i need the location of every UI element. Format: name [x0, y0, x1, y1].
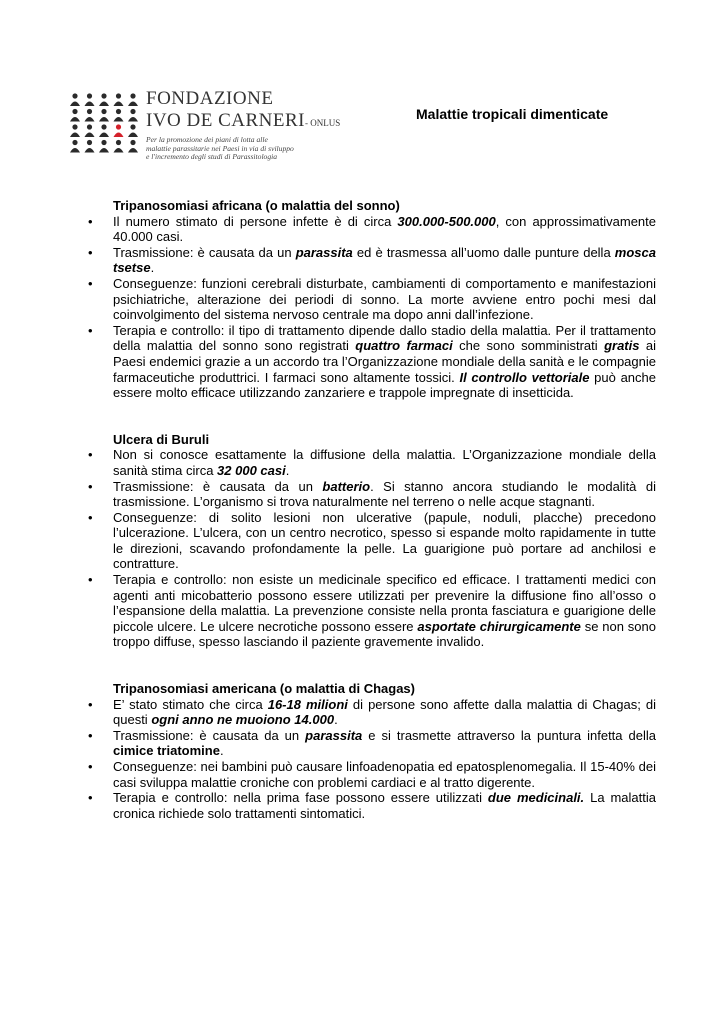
logo-line-1: FONDAZIONE [146, 88, 274, 109]
emphasis-text: 32 000 casi [217, 462, 286, 478]
person-figure [85, 124, 95, 137]
logo-tagline-line: Per la promozione dei piani di lotta alle [146, 135, 268, 144]
bullet-list [88, 447, 656, 650]
emphasis-text: gratis [604, 338, 640, 354]
text-run: Terapia e controllo: il tipo di trattamento dipende dallo stadio della malattia. Per il trattamento della malattia del sonno sono registrati [113, 322, 656, 354]
emphasis-text: 300.000-500.000 [397, 213, 496, 229]
person-figure [99, 93, 109, 106]
section-heading: Tripanosomiasi americana (o malattia di Chagas) [113, 681, 415, 697]
emphasis-text: ogni anno ne muoiono 14.000 [151, 712, 335, 728]
person-figure [70, 109, 80, 122]
person-figure [114, 109, 124, 122]
emphasis-text: due medicinali. [487, 790, 585, 806]
text-run: e si trasmette attraverso la puntura infetta della [362, 727, 657, 743]
text-run: Non si conosce esattamente la diffusione della malattia. L’Organizzazione mondiale della sanità stima circa [113, 447, 656, 478]
section-african-trypanosomiasis [88, 198, 656, 401]
person-figure [99, 109, 109, 122]
logo-tagline-line: e l'incremento degli studi di Parassitologia [146, 152, 278, 162]
text-run: . [219, 743, 224, 759]
document-title: Malattie tropicali dimenticate [416, 106, 609, 122]
bullet-item [88, 214, 656, 245]
person-figure [85, 109, 95, 122]
bullet-item [88, 276, 656, 323]
bold-text: cimice triatomine [113, 743, 220, 759]
person-figure [70, 93, 80, 106]
person-figure [128, 124, 138, 137]
logo-name: IVO DE CARNERI [146, 110, 305, 131]
person-figure [114, 124, 124, 137]
emphasis-text: asportate chirurgicamente [417, 618, 581, 634]
text-run: Terapia e controllo: nella prima fase possono essere utilizzati [113, 790, 488, 806]
person-figure [128, 93, 138, 106]
bullet-list [88, 697, 656, 822]
text-run: di persone sono affette dalla malattia di Chagas; di questi [113, 696, 656, 728]
text-run: Trasmissione: è causata da un [113, 727, 306, 743]
person-figure [114, 140, 124, 153]
logo-wordmark [146, 88, 340, 134]
bullet-item [88, 697, 656, 728]
emphasis-text: 16-18 milioni [267, 696, 348, 712]
text-run: che sono somministrati [452, 338, 605, 354]
logo-tagline-line: malattie parassitarie nei Paesi in via di sviluppo [146, 143, 294, 153]
emphasis-text: batterio [322, 478, 371, 494]
bullet-item [88, 572, 656, 650]
emphasis-text: parassita [295, 244, 353, 260]
foundation-logo [68, 88, 358, 166]
text-run: se non sono troppo diffuse, spesso lasciando il paziente gravemente invalido. [113, 618, 656, 650]
emphasis-text: parassita [305, 727, 363, 743]
section-heading: Tripanosomiasi africana (o malattia del sonno) [113, 198, 400, 213]
person-figure [85, 93, 95, 106]
text-run: . Si stanno ancora studiando le modalità di trasmissione. L’organismo si trova naturalmente nel terreno o nelle acque stagnanti. [113, 478, 656, 510]
emphasis-text: Il controllo vettoriale [459, 369, 590, 385]
bullet-item [88, 447, 656, 478]
text-run: . [150, 260, 155, 276]
person-figure [128, 140, 138, 153]
emphasis-text: quattro farmaci [355, 338, 453, 354]
person-figure [70, 140, 80, 153]
bullet-item [88, 759, 656, 790]
logo-tagline [146, 136, 366, 162]
document-body [88, 198, 656, 852]
text-run: . [334, 712, 338, 728]
text-run: . [285, 462, 290, 478]
logo-line-2 [146, 110, 340, 134]
section-chagas [88, 681, 656, 821]
section-heading: Ulcera di Buruli [113, 431, 210, 447]
logo-onlus: - ONLUS [305, 118, 341, 128]
text-run: Conseguenze: nei bambini può causare linfoadenopatia ed epatosplenomegalia. Il 15-40% dei casi sviluppa malattie croniche con problemi cardiaci e al tratto digerente. [113, 759, 656, 790]
text-run: La malattia cronica richiede solo trattamenti sintomatici. [113, 790, 656, 821]
bullet-item [88, 728, 656, 759]
person-figure [114, 93, 124, 106]
person-figure [99, 140, 109, 153]
person-figure [85, 140, 95, 153]
bullet-item [88, 479, 656, 510]
person-figure [128, 109, 138, 122]
text-run: può anche essere molto efficace utilizzando zanzariere e trappole impregnate di insetticida. [113, 369, 656, 401]
person-figure [70, 124, 80, 137]
text-run: Trasmissione: è causata da un [113, 244, 296, 260]
text-run: Conseguenze: funzioni cerebrali disturbate, cambiamenti di comportamento e manifestazioni psichiatriche, alterazione dei periodi di sonno. La morte avviene entro pochi mesi dal coinvolgimento del sistema nervoso centrale ma dopo anni dall’infezione. [113, 275, 656, 323]
text-run: ed è trasmessa all’uomo dalle punture della [352, 244, 615, 260]
text-run: E’ stato stimato che circa [113, 696, 268, 712]
text-run: ai Paesi endemici grazie a un accordo tra l’Organizzazione mondiale della sanità e le compagnie farmaceutiche produttrici. I farmaci sono altamente tossici. [113, 338, 656, 385]
bullet-list [88, 214, 656, 401]
person-figure [99, 124, 109, 137]
text-run: Trasmissione: è causata da un [113, 478, 323, 494]
text-run: Il numero stimato di persone infette è di circa [113, 213, 398, 229]
emphasis-text: mosca tsetse [113, 244, 656, 276]
text-run: Terapia e controllo: non esiste un medicinale specifico ed efficace. I trattamenti medici con agenti anti micobatterio possono essere utilizzati per prevenire la diffusione fino all’osso o l’espansione della malattia. La prevenzione consiste nella pronta fasciatura e guarigione delle piccole ulcere. Le ulcere necrotiche possono essere [113, 572, 656, 634]
bullet-item [88, 245, 656, 276]
bullet-item [88, 790, 656, 821]
section-buruli-ulcer [88, 432, 656, 650]
text-run: Conseguenze: di solito lesioni non ulcerative (papule, noduli, placche) precedono l’ulcerazione. L’ulcera, con un centro necrotico, spesso si espande molto rapidamente in tutte le direzioni, scavando profondamente la pelle. La guarigione può portare ad anchilosi e contratture. [113, 509, 656, 572]
bullet-item [88, 510, 656, 572]
text-run: , con approssimativamente 40.000 casi. [113, 213, 657, 245]
people-logo-icon [68, 90, 140, 154]
bullet-item [88, 323, 656, 401]
